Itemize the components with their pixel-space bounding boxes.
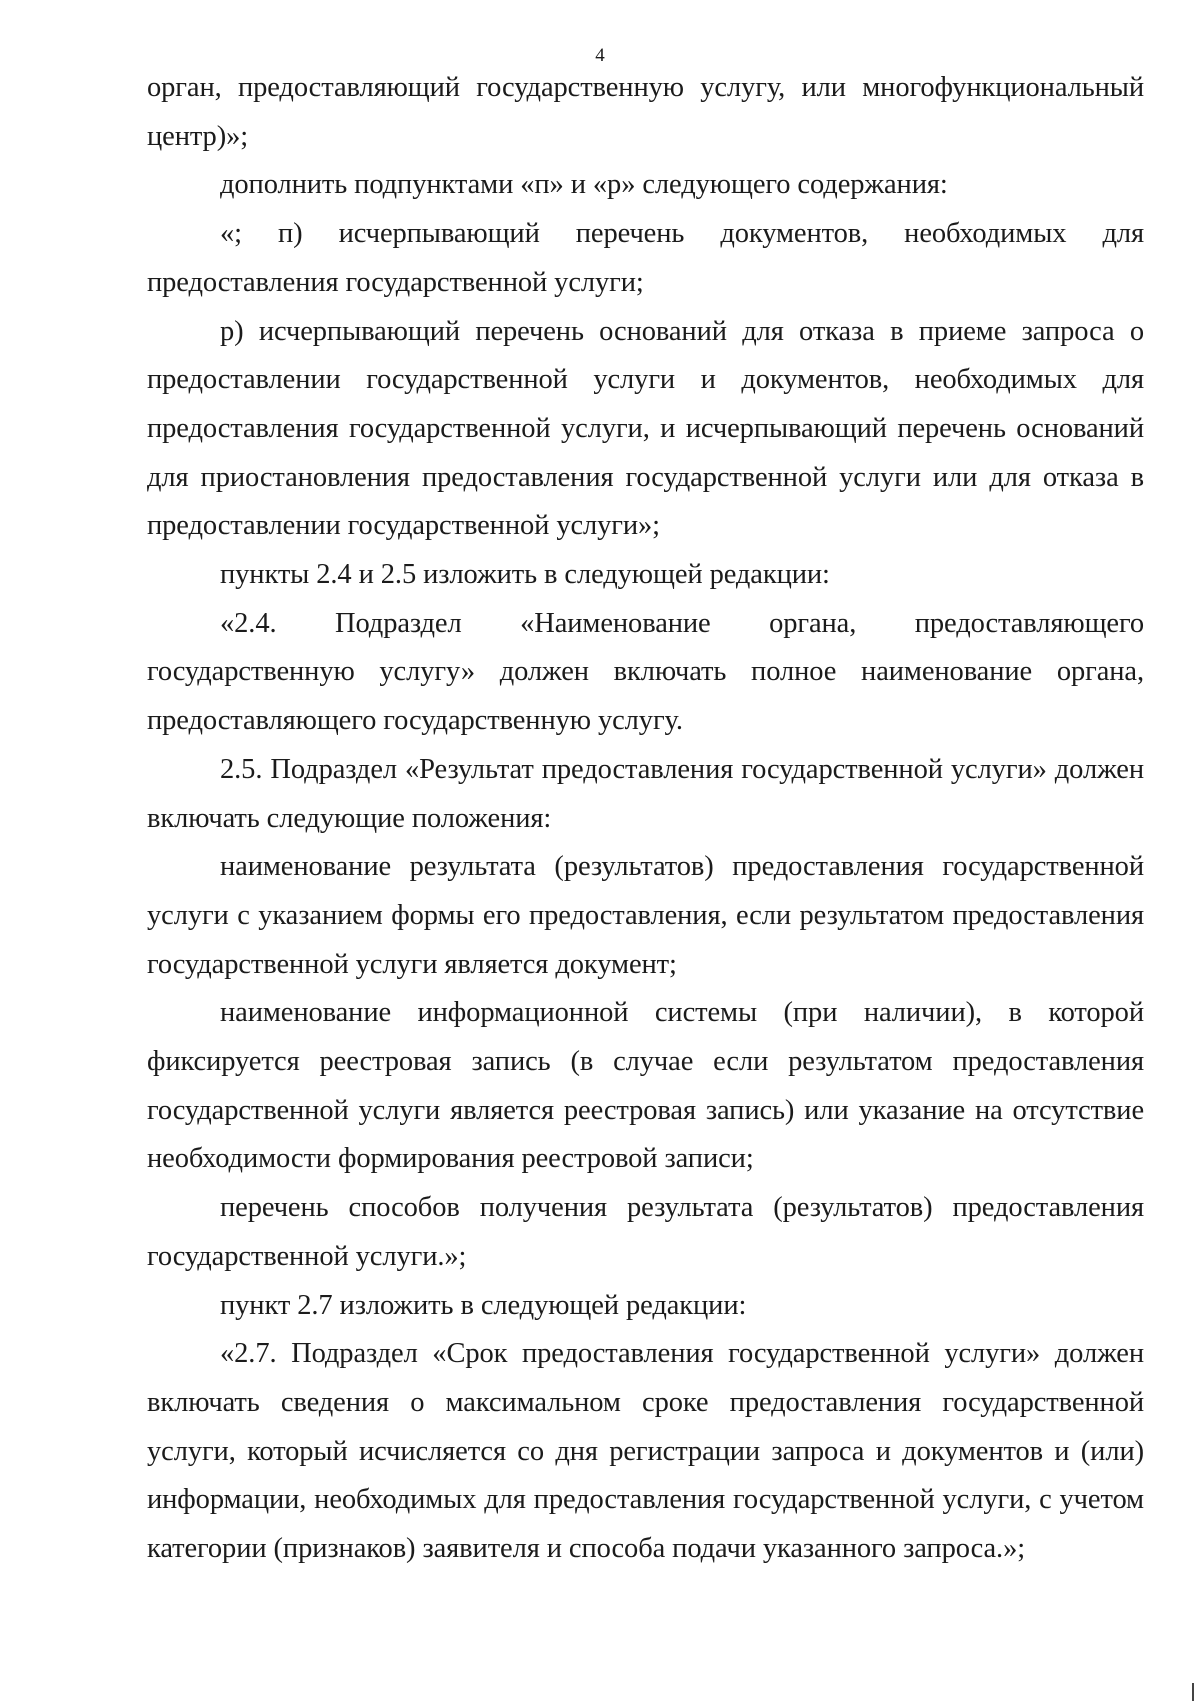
page-number: 4 xyxy=(595,45,605,66)
paragraph: 2.5. Подраздел «Результат предоставления государственной услуги» должен включать следующие положения: xyxy=(147,753,1144,834)
paragraph: пункт 2.7 изложить в следующей редакции: xyxy=(220,1289,747,1321)
paragraph: «2.4. Подраздел «Наименование органа, предоставляющего государственную услугу» должен включать полное наименование органа, предоставляющего государственную услугу. xyxy=(147,607,1144,737)
paragraph: пункты 2.4 и 2.5 изложить в следующей редакции: xyxy=(220,559,830,591)
paragraph: перечень способов получения результата (результатов) предоставления государственной услуги.»; xyxy=(147,1192,1144,1272)
paragraph: наименование результата (результатов) предоставления государственной услуги с указанием формы его предоставления, если результатом предоставления государственной услуги является документ; xyxy=(147,851,1144,980)
paragraph: наименование информационной системы (при наличии), в которой фиксируется реестровая запись (в случае если результатом предоставления государственной услуги является реестровая запись) или указание на отсутствие необходимости формирования реестровой записи; xyxy=(147,997,1144,1175)
paragraph-continuation: орган, предоставляющий государственную услугу, или многофункциональный центр)»; xyxy=(147,72,1144,152)
paragraph: «2.7. Подраздел «Срок предоставления государственной услуги» должен включать сведения о максимальном сроке предоставления государственной услуги, который исчисляется со дня регистрации запроса и документов и (или) информации, необходимых для предоставления государственной услуги, с учетом категории (признаков) заявителя и способа подачи указанного запроса.»; xyxy=(147,1338,1144,1565)
document-body xyxy=(147,64,1144,1574)
paragraph: р) исчерпывающий перечень оснований для отказа в приеме запроса о предоставлении государственной услуги и документов, необходимых для предоставления государственной услуги, и исчерпывающий перечень оснований для приостановления предоставления государственной услуги или для отказа в предоставлении государственной услуги»; xyxy=(147,315,1144,542)
paragraph: «; п) исчерпывающий перечень документов, необходимых для предоставления государственной услуги; xyxy=(147,218,1144,298)
scan-edge-mark xyxy=(1192,1683,1194,1701)
paragraph: дополнить подпунктами «п» и «р» следующего содержания: xyxy=(220,169,948,201)
